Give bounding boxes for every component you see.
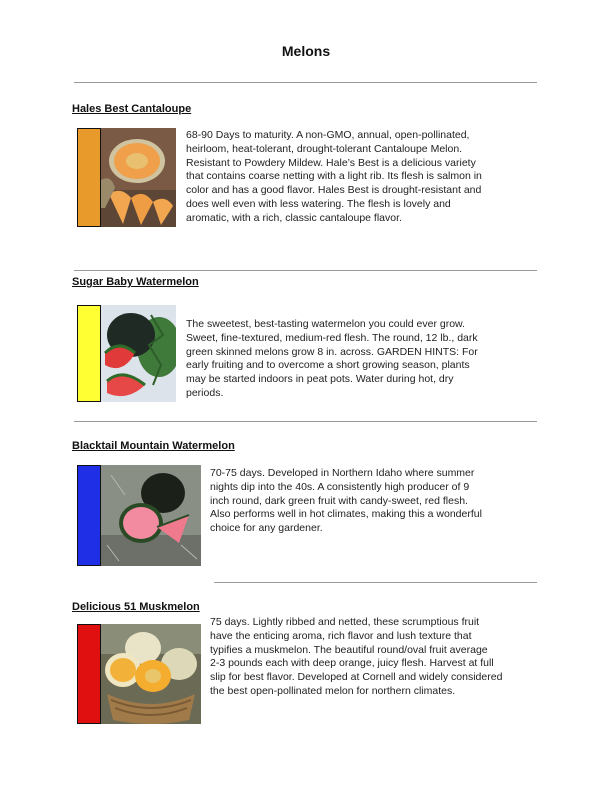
text-line: heirloom, heat-tolerant, drought-tolerant Cantaloupe Melon.	[186, 142, 463, 155]
cantaloupe-photo	[101, 128, 176, 227]
text-line: typifies a muskmelon. The beautiful round/oval fruit average	[210, 643, 488, 656]
text-line: the best open-pollinated melon for northern climates.	[210, 684, 456, 697]
text-line: 75 days. Lightly ribbed and netted, these scrumptious fruit	[210, 616, 480, 628]
blacktail-watermelon-photo	[101, 465, 201, 566]
text-line: green skinned melons grow 8 in. across. GARDEN HINTS: For	[186, 345, 478, 358]
divider-1	[74, 270, 537, 271]
watermelon-photo	[101, 305, 176, 402]
text-line: Sweet, fine-textured, medium-red flesh. The round, 12 lb., dark	[186, 331, 478, 344]
description-sugar-baby	[186, 318, 536, 401]
text-line: slip for best flavor. Developed at Cornell and widely considered	[210, 671, 503, 684]
text-line: color and has a good flavor. Hales Best is drought-resistant and	[186, 184, 482, 197]
text-line: have the enticing aroma, rich flavor and lush texture that	[210, 629, 472, 642]
divider-2	[74, 421, 537, 422]
muskmelon-photo	[101, 624, 201, 724]
description-hales	[186, 129, 536, 226]
text-line: 2-3 pounds each with deep orange, juicy flesh. Harvest at full	[210, 657, 494, 670]
text-line: periods.	[186, 386, 224, 399]
color-swatch-blacktail	[77, 465, 101, 566]
text-line: aromatic, with a rich, classic cantaloupe flavor.	[186, 211, 402, 224]
heading-hales-best-cantaloupe: Hales Best Cantaloupe	[72, 103, 192, 115]
text-line: choice for any gardener.	[210, 522, 323, 535]
text-line: may be started indoors in peat pots. Water during hot, dry	[186, 373, 454, 386]
text-line: inch round, dark green fruit with candy-sweet, red flesh.	[210, 494, 468, 507]
text-line: Also performs well in hot climates, making this a wonderful	[210, 508, 482, 521]
text-line: nights dip into the 40s. A consistently high producer of 9	[210, 480, 470, 493]
text-line: 70-75 days. Developed in Northern Idaho where summer	[210, 467, 475, 479]
text-line: 68-90 Days to maturity. A non-GMO, annual, open-pollinated,	[186, 129, 470, 141]
color-swatch-muskmelon	[77, 624, 101, 724]
color-swatch-sugar-baby	[77, 305, 101, 402]
description-muskmelon	[210, 616, 545, 699]
page-title: Melons	[281, 43, 331, 59]
heading-sugar-baby-watermelon: Sugar Baby Watermelon	[72, 276, 199, 288]
text-line: The sweetest, best-tasting watermelon you could ever grow.	[186, 318, 465, 330]
text-line: Resistant to Powdery Mildew. Hale’s Best is a delicious variety	[186, 156, 476, 169]
description-blacktail	[210, 467, 540, 536]
color-swatch-hales	[77, 128, 101, 227]
text-line: does well even with less watering. The flesh is lovely and	[186, 197, 451, 210]
text-line: that contains coarse netting with a light rib. Its flesh is salmon in	[186, 170, 482, 183]
text-line: early fruiting and to overcome a short growing season, plants	[186, 359, 470, 372]
divider-3	[214, 582, 537, 583]
divider-top	[74, 82, 537, 83]
heading-blacktail-mountain-watermelon: Blacktail Mountain Watermelon	[72, 440, 235, 452]
heading-delicious-51-muskmelon: Delicious 51 Muskmelon	[72, 601, 200, 613]
